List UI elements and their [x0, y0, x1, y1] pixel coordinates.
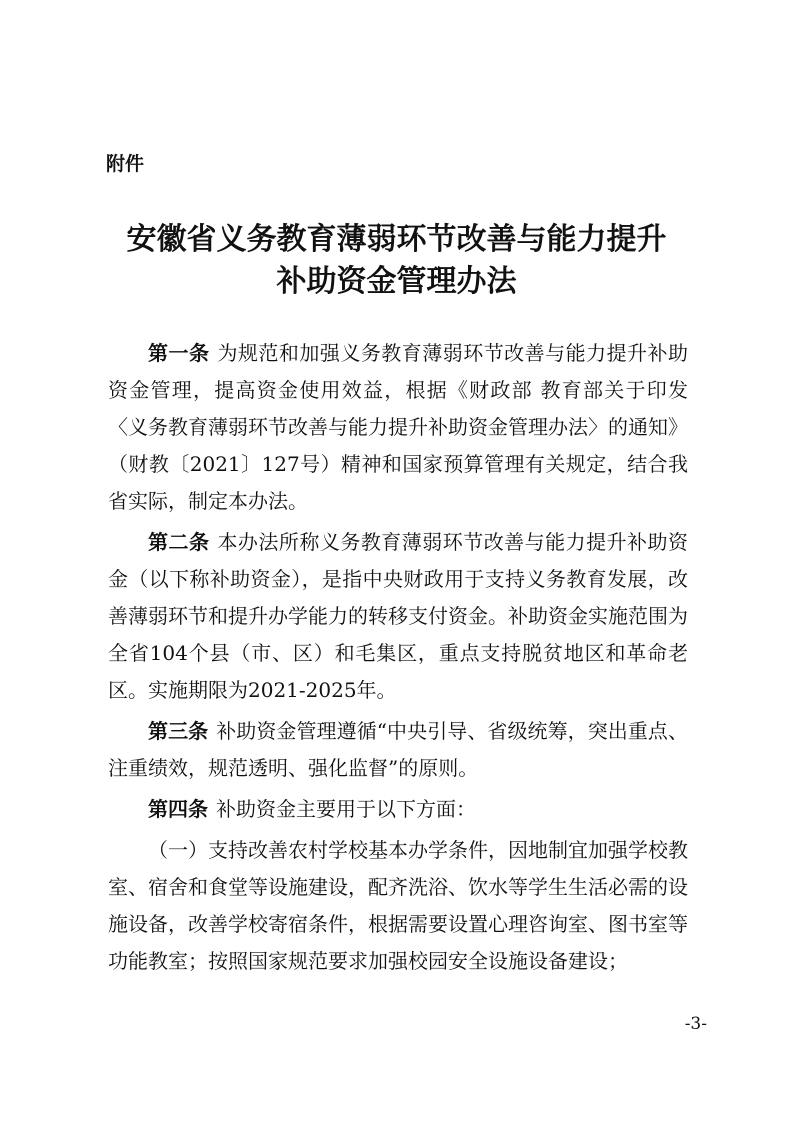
article-label: 第四条: [148, 797, 208, 821]
article-text: 本办法所称义务教育薄弱环节改善与能力提升补助资金（以下称补助资金），是指中央财政用于支持义务教育发展，改善薄弱环节和提升办学能力的转移支付资金。补助资金实施范围为全省104个县（市、区）和毛集区，重点支持脱贫地区和革命老区。实施期限为2021-2025年。: [108, 530, 689, 702]
article-label: 第一条: [148, 341, 210, 365]
article-3: [108, 713, 688, 787]
list-item-text: （一）支持改善农村学校基本办学条件，因地制宜加强学校教室、宿舍和食堂等设施建设，配齐洗浴、饮水等学生生活必需的设施设备，改善学校寄宿条件，根据需要设置心理咨询室、图书室等功能教室；按照国家规范要求加强校园安全设施设备建设；: [108, 838, 688, 973]
article-4: [108, 791, 688, 828]
article-text: 为规范和加强义务教育薄弱环节改善与能力提升补助资金管理，提高资金使用效益，根据《财政部 教育部关于印发〈义务教育薄弱环节改善与能力提升补助资金管理办法〉的通知》（财教〔2021〕127号）精神和国家预算管理有关规定，结合我省实际，制定本办法。: [108, 341, 689, 513]
title-line-2: 补助资金管理办法: [276, 264, 517, 299]
article-text: 补助资金管理遵循“中央引导、省级统筹，突出重点、注重绩效，规范透明、强化监督”的原则。: [108, 719, 689, 780]
title-line-1: 安徽省义务教育薄弱环节改善与能力提升: [126, 222, 667, 257]
attachment-label: 附件: [106, 153, 145, 175]
document-title: [0, 219, 793, 303]
article-label: 第二条: [148, 530, 210, 554]
article-text: 补助资金主要用于以下方面：: [216, 797, 476, 821]
list-item-1: [108, 832, 688, 980]
article-2: [108, 524, 688, 709]
article-1: [108, 335, 688, 520]
page-number: -3-: [684, 1014, 707, 1034]
article-label: 第三条: [148, 719, 209, 743]
document-body: [108, 335, 688, 984]
